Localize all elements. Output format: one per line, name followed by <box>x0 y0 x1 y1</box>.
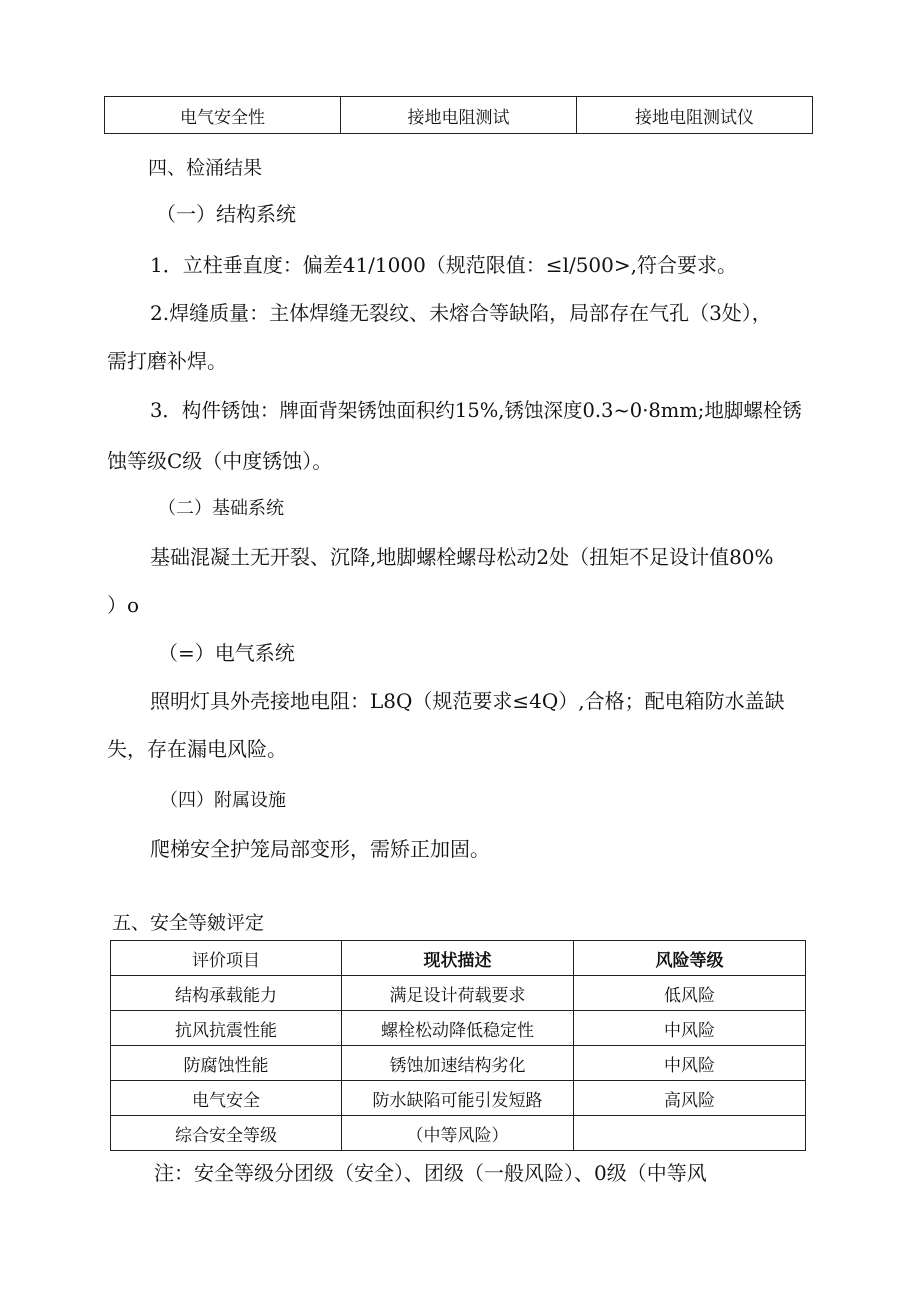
table-cell: 满足设计荷载要求 <box>342 976 574 1011</box>
table-cell: 电气安全性 <box>105 97 341 134</box>
table-cell: 电气安全 <box>111 1081 342 1116</box>
table-header-row <box>111 941 806 976</box>
column-header: 评价项目 <box>111 941 342 976</box>
table-cell: （中等风险） <box>342 1116 574 1151</box>
table-cell: 中风险 <box>574 1011 806 1046</box>
structure-item-2-line-1: 2.焊缝质量：主体焊缝无裂纹、未熔合等缺陷，局部存在气孔（3处）， <box>150 301 772 325</box>
table-cell: 接地电阻测试仪 <box>577 97 813 134</box>
table-cell: 防腐蚀性能 <box>111 1046 342 1081</box>
safety-rating-table <box>110 940 806 1151</box>
test-method-table <box>104 96 813 134</box>
accessories-line-1: 爬梯安全护笼局部变形，需矫正加固。 <box>150 837 490 861</box>
table-cell: 锈蚀加速结构劣化 <box>342 1046 574 1081</box>
foundation-line-2: ）o <box>107 593 140 617</box>
structure-item-3-line-1: 3．构件锈蚀：牌面背架锈蚀面积约15%,锈蚀深度0.3~0·8mm;地脚螺栓锈 <box>150 399 802 422</box>
electrical-heading: （=）电气系统 <box>158 641 295 665</box>
foundation-line-1: 基础混凝土无开裂、沉降,地脚螺栓螺母松动2处（扭矩不足设计值80% <box>150 545 774 569</box>
section-5-title: 五、安全等皴评定 <box>112 912 265 934</box>
rating-note: 注：安全等级分团级（安全）、团级（一般风险）、0级（中等风 <box>154 1161 707 1185</box>
table-row <box>111 1081 806 1116</box>
table-cell: 结构承载能力 <box>111 976 342 1011</box>
table-row <box>111 1046 806 1081</box>
structure-item-2-line-2: 需打磨补焊。 <box>107 349 227 373</box>
table-cell: 低风险 <box>574 976 806 1011</box>
structure-heading: （一）结构系统 <box>156 202 296 226</box>
table-cell <box>574 1116 806 1151</box>
table-cell: 螺栓松动降低稳定性 <box>342 1011 574 1046</box>
section-4-title: 四、检涌结果 <box>148 157 263 179</box>
accessories-heading: （四）附属设施 <box>160 790 286 811</box>
table-cell: 综合安全等级 <box>111 1116 342 1151</box>
table-row <box>111 976 806 1011</box>
electrical-line-1: 照明灯具外壳接地电阻：L8Q（规范要求≤4Q）,合格；配电箱防水盖缺 <box>150 689 785 713</box>
structure-item-1: 1．立柱垂直度：偏差41/1000（规范限值：≤l∕500>,符合要求。 <box>150 253 737 277</box>
electrical-line-2: 失，存在漏电风险。 <box>107 737 287 761</box>
table-row <box>111 1116 806 1151</box>
table-cell: 中风险 <box>574 1046 806 1081</box>
column-header: 现状描述 <box>342 941 574 976</box>
column-header: 风险等级 <box>574 941 806 976</box>
structure-item-3-line-2: 蚀等级C级（中度锈蚀）。 <box>107 449 333 473</box>
foundation-heading: （二）基础系统 <box>158 498 284 519</box>
table-row <box>111 1011 806 1046</box>
table-cell: 抗风抗震性能 <box>111 1011 342 1046</box>
table-cell: 高风险 <box>574 1081 806 1116</box>
table-cell: 防水缺陷可能引发短路 <box>342 1081 574 1116</box>
table-row <box>105 97 813 134</box>
table-cell: 接地电阻测试 <box>341 97 577 134</box>
